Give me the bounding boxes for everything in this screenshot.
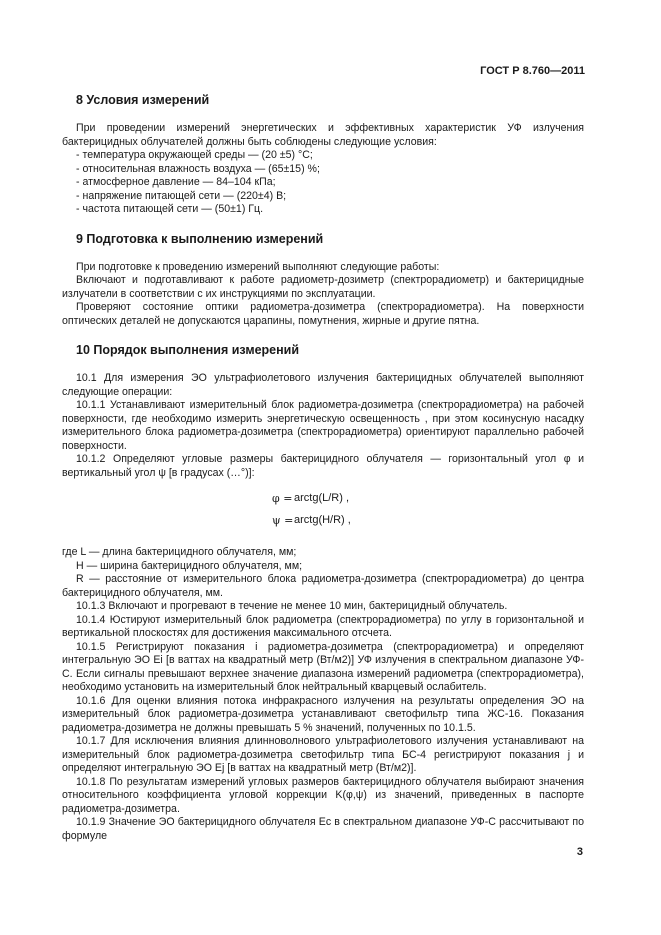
section-10-title: 10 Порядок выполнения измерений [76, 343, 300, 357]
document-code: ГОСТ Р 8.760—2011 [480, 65, 585, 77]
where-L: где L — длина бактерицидного облучателя, мм; [62, 546, 297, 558]
list-item: - напряжение питающей сети — (220±4) В; [76, 189, 287, 202]
list-item: - частота питающей сети — (50±1) Гц. [76, 203, 264, 215]
list-item: - атмосферное давление — 84–104 кПа; [76, 176, 276, 188]
paragraph: При подготовке к проведению измерений выполняют следующие работы: [76, 260, 440, 273]
list-item: - температура окружающей среды — (20 ±5) °С; [76, 149, 313, 161]
paragraph-10-1-1: 10.1.1 Устанавливают измерительный блок радиометра-дозиметра (спектрорадиометра) на рабочей поверхности, где необходимо измерить энергетическую освещенность , при этом косинусную насадку измерительного блока радиометра-дозиметра (спектрорадиометра) ориентируют параллельно рабочей поверхности. [62, 399, 584, 452]
paragraph-10-1-4: 10.1.4 Юстируют измерительный блок радиометра (спектрорадиометра) по углу в горизонтальной и вертикальной плоскостях для достижения максимального отсчета. [62, 613, 584, 639]
formula-phi-symbol: φ = [272, 492, 293, 505]
formula-phi [62, 492, 584, 514]
formula-psi-symbol: ψ = [272, 514, 294, 527]
paragraph-10-1: 10.1 Для измерения ЭО ультрафиолетового излучения бактерицидных облучателей выполняют следующие операции: [62, 372, 584, 398]
where-R: R — расстояние от измерительного блока радиометра-дозиметра (спектрорадиометра) до центра бактерицидного облучателя, мм. [62, 573, 584, 599]
paragraph-10-1-6: 10.1.6 Для оценки влияния потока инфракрасного излучения на результаты определения ЭО на измерительный блок радиометра-дозиметра устанавливают светофильтр типа ЖС-16. Показания радиометра-дозиметра не должны превышать 5 % значений, полученных по 10.1.5. [62, 694, 584, 734]
paragraph-10-1-2: 10.1.2 Определяют угловые размеры бактерицидного облучателя — горизонтальный угол φ и вертикальный угол ψ [в градусах (…°)]: [62, 453, 584, 479]
paragraph-10-1-8: 10.1.8 По результатам измерений угловых размеров бактерицидного облучателя выбирают значения относительного коэффициента угловой коррекции K(φ,ψ) из значений, приведенных в паспорте радиометра-дозиметра. [62, 775, 584, 815]
paragraph-10-1-5: 10.1.5 Регистрируют показания i радиометра-дозиметра (спектрорадиометра) и определяют интегральную ЭО Ei [в ваттах на квадратный метр (Вт/м2)] УФ излучения в спектральном диапазоне УФ-С. Если сигналы превышают верхнее значение диапазона измерений радиометра (спектрорадиометра), необходимо установить на измерительный блок нейтральный кварцевый ослабитель. [62, 640, 584, 693]
section-8-intro: При проведении измерений энергетических и эффективных характеристик УФ излучения бактерицидных облучателей должны быть соблюдены следующие условия: [62, 122, 584, 148]
paragraph: Проверяют состояние оптики радиометра-дозиметра (спектрорадиометра). На поверхности оптических деталей не допускаются царапины, помутнения, жирные и другие пятна. [62, 301, 584, 327]
paragraph: Включают и подготавливают к работе радиометр-дозиметр (спектрорадиометр) и бактерицидные излучатели в соответствии с их инструкциями по эксплуатации. [62, 274, 584, 300]
formula-psi [62, 514, 584, 536]
formula-phi-expression: arctg(L/R) , [294, 492, 350, 504]
page-number: 3 [576, 846, 583, 858]
paragraph-10-1-9: 10.1.9 Значение ЭО бактерицидного облучателя Ec в спектральном диапазоне УФ-С рассчитывают по формуле [62, 816, 584, 842]
section-9-title: 9 Подготовка к выполнению измерений [76, 231, 324, 246]
formula-psi-expression: arctg(H/R) , [294, 514, 351, 526]
paragraph-10-1-7: 10.1.7 Для исключения влияния длинноволнового ультрафиолетового излучения устанавливают на измерительный блок радиометра-дозиметра светофильтр типа БС-4 регистрируют показания j и определяют интегральную ЭО Ej [в ваттах на квадратный метр (Вт/м2)]. [62, 735, 584, 774]
paragraph-10-1-3: 10.1.3 Включают и прогревают в течение не менее 10 мин, бактерицидный облучатель. [76, 600, 508, 612]
where-H: H — ширина бактерицидного облучателя, мм; [76, 559, 303, 572]
conditions-list [62, 149, 584, 217]
list-item: - относительная влажность воздуха — (65±15) %; [76, 162, 320, 175]
section-8-title: 8 Условия измерений [76, 93, 210, 107]
page-content [62, 92, 584, 843]
